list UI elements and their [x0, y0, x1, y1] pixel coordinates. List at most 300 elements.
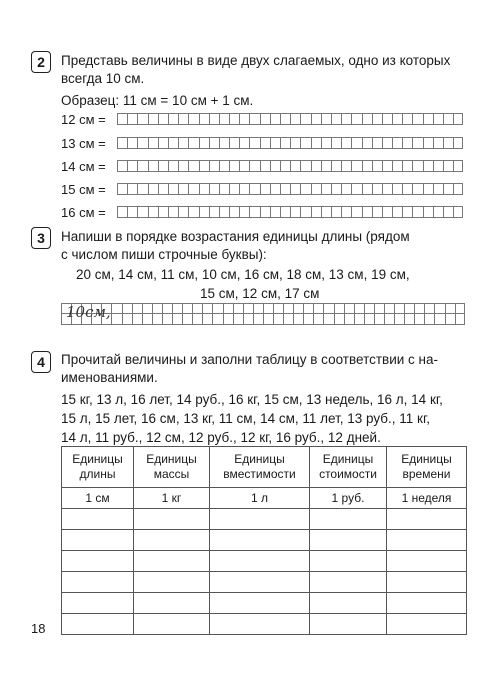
grid-cell[interactable]	[212, 303, 222, 314]
grid-cell[interactable]	[293, 314, 303, 325]
grid-cell[interactable]	[321, 206, 331, 218]
grid-cell[interactable]	[168, 113, 178, 125]
grid-cell[interactable]	[424, 303, 434, 314]
grid-cell[interactable]	[311, 160, 321, 172]
grid-cell[interactable]	[402, 160, 412, 172]
grid-cell[interactable]	[137, 137, 147, 149]
grid-cell[interactable]	[199, 183, 209, 195]
row-label: 16 см =	[61, 205, 106, 220]
grid-cell[interactable]	[117, 137, 127, 149]
grid-cell[interactable]	[300, 160, 310, 172]
grid-cell[interactable]	[260, 160, 270, 172]
grid-cell[interactable]	[117, 113, 127, 125]
grid-cell[interactable]	[239, 137, 249, 149]
grid-cell[interactable]	[148, 183, 158, 195]
grid-cell[interactable]	[323, 314, 333, 325]
grid-cell[interactable]	[443, 137, 453, 149]
grid-cell[interactable]	[412, 113, 422, 125]
grid-cell[interactable]	[249, 113, 259, 125]
grid-cell[interactable]	[423, 183, 433, 195]
table-cell[interactable]	[210, 509, 310, 530]
grid-cell[interactable]	[354, 314, 364, 325]
grid-cell[interactable]	[402, 113, 412, 125]
grid-cell[interactable]	[362, 137, 372, 149]
grid-cell[interactable]	[270, 183, 280, 195]
table-cell[interactable]	[62, 614, 134, 635]
grid-cell[interactable]	[443, 206, 453, 218]
grid-cell[interactable]	[209, 183, 219, 195]
grid-cell[interactable]	[382, 113, 392, 125]
table-cell[interactable]	[134, 614, 210, 635]
grid-cell[interactable]	[433, 183, 443, 195]
grid-cell[interactable]	[334, 314, 344, 325]
grid-cell[interactable]	[148, 137, 158, 149]
grid-cell[interactable]	[199, 137, 209, 149]
grid-cell[interactable]	[283, 303, 293, 314]
grid-cell[interactable]	[433, 206, 443, 218]
grid-cell[interactable]	[423, 137, 433, 149]
grid-cell[interactable]	[341, 206, 351, 218]
grid-cell[interactable]	[392, 183, 402, 195]
grid-cell[interactable]	[148, 113, 158, 125]
grid-cell[interactable]	[212, 314, 222, 325]
row-label: 13 см =	[61, 136, 106, 151]
grid-cell[interactable]	[300, 113, 310, 125]
table-cell[interactable]	[310, 593, 387, 614]
grid-cell[interactable]	[434, 303, 444, 314]
grid-cell[interactable]	[219, 113, 229, 125]
grid-cell[interactable]	[152, 303, 162, 314]
grid-cell[interactable]	[382, 137, 392, 149]
table-cell: 1 кг	[134, 488, 210, 509]
grid-cell[interactable]	[253, 314, 263, 325]
grid-cell[interactable]	[209, 113, 219, 125]
table-row[interactable]	[62, 593, 467, 614]
grid-cell[interactable]	[293, 303, 303, 314]
grid-cell[interactable]	[188, 113, 198, 125]
grid-cell[interactable]	[137, 113, 147, 125]
grid-cell[interactable]	[311, 113, 321, 125]
table-cell[interactable]	[310, 509, 387, 530]
grid-cell[interactable]	[280, 160, 290, 172]
grid-cell[interactable]	[260, 183, 270, 195]
table-cell[interactable]	[134, 572, 210, 593]
grid-cell[interactable]	[158, 183, 168, 195]
units-table	[61, 446, 467, 635]
grid-cell[interactable]	[290, 113, 300, 125]
grid-cell[interactable]	[433, 137, 443, 149]
grid-cell[interactable]	[142, 303, 152, 314]
task-3-answer-grid[interactable]	[61, 303, 465, 325]
grid-cell[interactable]	[374, 314, 384, 325]
grid-cell[interactable]	[394, 303, 404, 314]
grid-cell[interactable]	[162, 303, 172, 314]
grid-cell[interactable]	[404, 314, 414, 325]
grid-cell[interactable]	[443, 113, 453, 125]
table-cell[interactable]	[310, 614, 387, 635]
table-row[interactable]	[62, 509, 467, 530]
grid-cell[interactable]	[229, 160, 239, 172]
table-cell[interactable]	[387, 551, 467, 572]
table-cell[interactable]	[62, 593, 134, 614]
grid-cell[interactable]	[229, 183, 239, 195]
table-cell[interactable]	[62, 551, 134, 572]
grid-cell[interactable]	[351, 183, 361, 195]
grid-cell[interactable]	[270, 137, 280, 149]
grid-cell[interactable]	[117, 160, 127, 172]
table-cell[interactable]	[134, 551, 210, 572]
header-mass: Единицы массы	[134, 447, 210, 488]
grid-cell[interactable]	[243, 303, 253, 314]
grid-cell[interactable]	[445, 314, 455, 325]
grid-cell[interactable]	[341, 160, 351, 172]
grid-cell[interactable]	[270, 113, 280, 125]
grid-cell[interactable]	[392, 206, 402, 218]
grid-cell[interactable]	[384, 303, 394, 314]
grid-cell[interactable]	[273, 314, 283, 325]
grid-cell[interactable]	[300, 183, 310, 195]
grid-cell[interactable]	[382, 183, 392, 195]
grid-cell[interactable]	[260, 206, 270, 218]
grid-cell[interactable]	[188, 206, 198, 218]
grid-cell[interactable]	[331, 113, 341, 125]
grid-cell[interactable]	[334, 303, 344, 314]
grid-cell[interactable]	[453, 183, 463, 195]
grid-cell[interactable]	[168, 137, 178, 149]
grid-cell[interactable]	[402, 137, 412, 149]
grid-cell[interactable]	[372, 113, 382, 125]
grid-cell[interactable]	[382, 160, 392, 172]
table-header-row	[62, 447, 467, 488]
grid-cell[interactable]	[384, 314, 394, 325]
grid-cell[interactable]	[158, 137, 168, 149]
grid-cell[interactable]	[453, 137, 463, 149]
grid-cell[interactable]	[423, 206, 433, 218]
header-capacity: Единицы вместимости	[210, 447, 310, 488]
grid-cell[interactable]	[280, 206, 290, 218]
table-cell[interactable]	[210, 551, 310, 572]
grid-cell[interactable]	[249, 206, 259, 218]
grid-cell[interactable]	[219, 160, 229, 172]
grid-cell[interactable]	[233, 314, 243, 325]
grid-cell[interactable]	[414, 303, 424, 314]
grid-cell[interactable]	[290, 160, 300, 172]
grid-cell[interactable]	[202, 314, 212, 325]
grid-cell[interactable]	[263, 314, 273, 325]
grid-cell[interactable]	[122, 314, 132, 325]
grid-cell[interactable]	[158, 160, 168, 172]
grid-cell[interactable]	[127, 137, 137, 149]
table-cell[interactable]	[210, 614, 310, 635]
table-cell[interactable]	[210, 530, 310, 551]
task-3-values-line2: 15 см, 12 см, 17 см	[200, 286, 320, 301]
grid-cell[interactable]	[434, 314, 444, 325]
table-cell[interactable]	[387, 614, 467, 635]
grid-cell[interactable]	[351, 206, 361, 218]
grid-cell[interactable]	[239, 113, 249, 125]
grid-cell[interactable]	[311, 183, 321, 195]
answer-grid-row[interactable]	[117, 183, 463, 195]
grid-cell[interactable]	[323, 303, 333, 314]
grid-cell[interactable]	[182, 303, 192, 314]
header-length: Единицы длины	[62, 447, 134, 488]
grid-cell[interactable]	[321, 113, 331, 125]
grid-cell[interactable]	[321, 183, 331, 195]
grid-cell[interactable]	[223, 303, 233, 314]
grid-cell[interactable]	[260, 113, 270, 125]
grid-cell[interactable]	[188, 183, 198, 195]
grid-cell[interactable]	[168, 160, 178, 172]
table-cell[interactable]	[134, 509, 210, 530]
table-cell[interactable]	[387, 593, 467, 614]
grid-cell[interactable]	[311, 206, 321, 218]
grid-cell[interactable]	[300, 206, 310, 218]
page-number: 18	[31, 621, 46, 636]
grid-cell[interactable]	[209, 206, 219, 218]
grid-cell[interactable]	[148, 160, 158, 172]
grid-cell[interactable]	[122, 303, 132, 314]
grid-cell[interactable]	[229, 137, 239, 149]
grid-cell[interactable]	[137, 183, 147, 195]
grid-cell[interactable]	[280, 113, 290, 125]
grid-cell[interactable]	[455, 303, 465, 314]
grid-cell[interactable]	[414, 314, 424, 325]
grid-cell[interactable]	[443, 160, 453, 172]
grid-cell[interactable]	[362, 183, 372, 195]
grid-cell[interactable]	[229, 206, 239, 218]
grid-cell[interactable]	[453, 206, 463, 218]
grid-cell[interactable]	[233, 303, 243, 314]
grid-cell[interactable]	[364, 314, 374, 325]
grid-cell[interactable]	[178, 206, 188, 218]
grid-cell[interactable]	[178, 160, 188, 172]
grid-cell[interactable]	[270, 206, 280, 218]
table-cell[interactable]	[310, 572, 387, 593]
grid-cell[interactable]	[341, 137, 351, 149]
grid-cell[interactable]	[117, 183, 127, 195]
grid-cell[interactable]	[433, 113, 443, 125]
grid-cell[interactable]	[152, 314, 162, 325]
grid-cell[interactable]	[445, 303, 455, 314]
grid-cell[interactable]	[372, 137, 382, 149]
grid-cell[interactable]	[321, 160, 331, 172]
grid-cell[interactable]	[172, 314, 182, 325]
grid-cell[interactable]	[202, 303, 212, 314]
grid-cell[interactable]	[453, 160, 463, 172]
table-cell[interactable]	[210, 572, 310, 593]
grid-cell[interactable]	[372, 160, 382, 172]
table-row[interactable]	[62, 530, 467, 551]
grid-cell[interactable]	[137, 160, 147, 172]
table-cell[interactable]	[62, 572, 134, 593]
grid-cell[interactable]	[392, 137, 402, 149]
grid-cell[interactable]	[148, 206, 158, 218]
grid-cell[interactable]	[270, 160, 280, 172]
grid-cell[interactable]	[290, 137, 300, 149]
grid-cell[interactable]	[188, 160, 198, 172]
answer-grid-row[interactable]	[117, 160, 463, 172]
grid-cell[interactable]	[372, 183, 382, 195]
grid-cell[interactable]	[127, 113, 137, 125]
grid-cell[interactable]	[158, 206, 168, 218]
table-cell[interactable]	[310, 551, 387, 572]
grid-cell[interactable]	[394, 314, 404, 325]
grid-cell[interactable]	[392, 113, 402, 125]
table-row[interactable]	[62, 572, 467, 593]
answer-grid-row[interactable]	[117, 137, 463, 149]
grid-cell[interactable]	[331, 160, 341, 172]
grid-cell[interactable]	[219, 183, 229, 195]
grid-cell[interactable]	[273, 303, 283, 314]
grid-cell[interactable]	[344, 303, 354, 314]
grid-cell[interactable]	[424, 314, 434, 325]
grid-cell[interactable]	[362, 113, 372, 125]
grid-cell[interactable]	[142, 314, 152, 325]
grid-cell[interactable]	[303, 314, 313, 325]
grid-cell[interactable]	[321, 137, 331, 149]
grid-cell[interactable]	[172, 303, 182, 314]
grid-cell[interactable]	[188, 137, 198, 149]
grid-cell[interactable]	[192, 303, 202, 314]
grid-cell[interactable]	[364, 303, 374, 314]
grid-cell[interactable]	[311, 137, 321, 149]
grid-cell[interactable]	[362, 160, 372, 172]
grid-cell[interactable]	[263, 303, 273, 314]
grid-cell[interactable]	[249, 183, 259, 195]
grid-cell[interactable]	[351, 160, 361, 172]
grid-cell[interactable]	[178, 137, 188, 149]
grid-cell[interactable]	[117, 206, 127, 218]
table-cell[interactable]	[62, 530, 134, 551]
grid-cell[interactable]	[209, 160, 219, 172]
grid-cell[interactable]	[455, 314, 465, 325]
task-3-values-line1: 20 см, 14 см, 11 см, 10 см, 16 см, 18 см, 13 см, 19 см,	[76, 267, 410, 282]
grid-cell[interactable]	[412, 206, 422, 218]
grid-cell[interactable]	[283, 314, 293, 325]
grid-cell[interactable]	[249, 137, 259, 149]
grid-cell[interactable]	[412, 137, 422, 149]
answer-grid-row[interactable]	[117, 113, 463, 125]
table-row[interactable]	[62, 614, 467, 635]
grid-cell[interactable]	[249, 160, 259, 172]
grid-cell[interactable]	[253, 303, 263, 314]
grid-cell[interactable]	[331, 183, 341, 195]
grid-cell[interactable]	[239, 206, 249, 218]
grid-cell[interactable]	[351, 137, 361, 149]
grid-cell[interactable]	[260, 137, 270, 149]
task-2-number: 2	[31, 51, 51, 73]
grid-cell[interactable]	[351, 113, 361, 125]
header-time: Единицы времени	[387, 447, 467, 488]
grid-cell[interactable]	[433, 160, 443, 172]
table-cell[interactable]	[387, 530, 467, 551]
row-label: 12 см =	[61, 112, 106, 127]
grid-cell[interactable]	[300, 137, 310, 149]
table-row[interactable]	[62, 551, 467, 572]
grid-cell[interactable]	[219, 137, 229, 149]
grid-cell[interactable]	[127, 183, 137, 195]
grid-cell[interactable]	[199, 206, 209, 218]
table-cell[interactable]	[134, 593, 210, 614]
grid-cell[interactable]	[199, 113, 209, 125]
grid-cell[interactable]	[158, 113, 168, 125]
grid-cell[interactable]	[280, 183, 290, 195]
grid-cell[interactable]	[127, 206, 137, 218]
grid-cell[interactable]	[290, 206, 300, 218]
grid-cell[interactable]	[192, 314, 202, 325]
grid-cell[interactable]	[402, 206, 412, 218]
grid-cell[interactable]	[412, 160, 422, 172]
grid-cell[interactable]	[168, 183, 178, 195]
grid-cell[interactable]	[303, 303, 313, 314]
grid-cell[interactable]	[341, 113, 351, 125]
grid-cell[interactable]	[127, 160, 137, 172]
table-row	[62, 488, 467, 509]
grid-cell[interactable]	[111, 314, 121, 325]
grid-cell[interactable]	[111, 303, 121, 314]
grid-cell[interactable]	[344, 314, 354, 325]
grid-cell[interactable]	[178, 183, 188, 195]
grid-cell[interactable]	[392, 160, 402, 172]
grid-cell[interactable]	[453, 113, 463, 125]
grid-cell[interactable]	[229, 113, 239, 125]
grid-cell[interactable]	[168, 206, 178, 218]
grid-cell[interactable]	[331, 137, 341, 149]
grid-cell[interactable]	[219, 206, 229, 218]
grid-cell[interactable]	[374, 303, 384, 314]
grid-cell[interactable]	[443, 183, 453, 195]
table-cell[interactable]	[387, 509, 467, 530]
table-cell[interactable]	[210, 593, 310, 614]
grid-cell[interactable]	[372, 206, 382, 218]
grid-cell[interactable]	[209, 137, 219, 149]
grid-cell[interactable]	[199, 160, 209, 172]
grid-cell[interactable]	[354, 303, 364, 314]
grid-cell[interactable]	[290, 183, 300, 195]
task-4-values-line3: 14 л, 11 руб., 12 см, 12 руб., 12 кг, 16 руб., 12 дней.	[61, 430, 381, 445]
grid-cell[interactable]	[412, 183, 422, 195]
grid-cell[interactable]	[137, 206, 147, 218]
grid-cell[interactable]	[331, 206, 341, 218]
grid-cell[interactable]	[280, 137, 290, 149]
grid-cell[interactable]	[402, 183, 412, 195]
grid-cell[interactable]	[341, 183, 351, 195]
task-4-values-line1: 15 кг, 13 л, 16 лет, 14 руб., 16 кг, 15 см, 13 недель, 16 л, 14 кг,	[61, 392, 443, 407]
grid-cell[interactable]	[178, 113, 188, 125]
grid-cell[interactable]	[423, 113, 433, 125]
grid-cell[interactable]	[162, 314, 172, 325]
grid-cell[interactable]	[313, 303, 323, 314]
grid-cell[interactable]	[239, 183, 249, 195]
grid-cell[interactable]	[423, 160, 433, 172]
grid-cell[interactable]	[362, 206, 372, 218]
table-cell[interactable]	[134, 530, 210, 551]
grid-cell[interactable]	[404, 303, 414, 314]
table-cell[interactable]	[310, 530, 387, 551]
grid-cell[interactable]	[132, 314, 142, 325]
grid-cell[interactable]	[132, 303, 142, 314]
grid-cell[interactable]	[243, 314, 253, 325]
table-cell: 1 неделя	[387, 488, 467, 509]
grid-cell[interactable]	[382, 206, 392, 218]
grid-cell[interactable]	[239, 160, 249, 172]
table-cell[interactable]	[387, 572, 467, 593]
grid-cell[interactable]	[313, 314, 323, 325]
grid-cell[interactable]	[182, 314, 192, 325]
answer-grid-row[interactable]	[117, 206, 463, 218]
grid-cell[interactable]	[223, 314, 233, 325]
table-cell[interactable]	[62, 509, 134, 530]
